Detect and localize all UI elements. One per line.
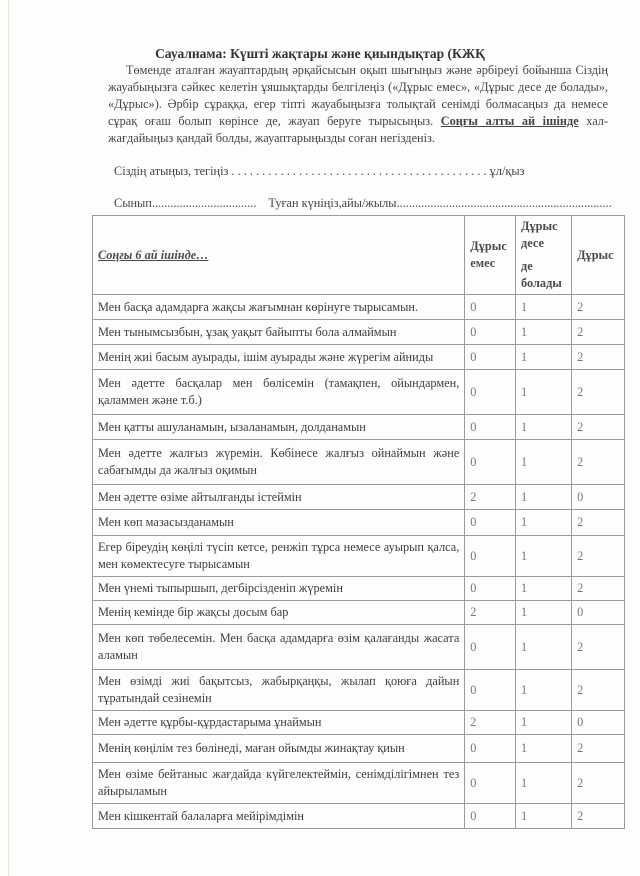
answer-true-cell[interactable]: 2 <box>572 370 625 415</box>
name-field-line <box>114 164 524 179</box>
statement-cell: Менің жиі басым ауырады, ішім ауырады және жүрегім айниды <box>93 345 465 370</box>
answer-true-cell[interactable]: 2 <box>572 536 625 577</box>
answer-not-true-cell[interactable]: 0 <box>465 577 516 601</box>
answer-not-true-cell[interactable]: 0 <box>465 510 516 536</box>
statement-cell: Менің көңілім тез бөлінеді, маған ойымды жинақтау қиын <box>93 735 465 763</box>
answer-not-true-cell[interactable]: 0 <box>465 415 516 440</box>
statement-cell: Мен тынымсызбын, ұзақ уақыт байыпты бола алмаймын <box>93 320 465 345</box>
table-row <box>93 510 625 536</box>
answer-somewhat-true-cell[interactable]: 1 <box>516 415 572 440</box>
answer-true-cell[interactable]: 2 <box>572 804 625 829</box>
header-not-true: Дұрыс емес <box>465 216 516 295</box>
gender-label[interactable]: ұл/қыз <box>489 164 525 178</box>
table-row <box>93 735 625 763</box>
scan-edge-line <box>8 0 9 876</box>
statement-cell: Мен көп төбелесемін. Мен басқа адамдарға өзім қалағанды жасата аламын <box>93 625 465 670</box>
table-row <box>93 601 625 625</box>
instructions-text: Төменде аталған жауаптардың әрқайсысын оқып шығыңыз және әрбіреуі бойынша Сіздің жауабыңызға сәйкес келетін ұяшықтарды белгілеңіз («Дұрыс емес», «Дұрыс десе де болады», «Дұрыс»). Әрбір сұраққа, егер тіпті жауабыңызға толықтай сенімді болмасаңыз да немесе сұрақ оғаш болып көрінсе де, жауап беруге тырысыңыз. <box>108 63 608 128</box>
answer-somewhat-true-cell[interactable]: 1 <box>516 804 572 829</box>
answer-somewhat-true-cell[interactable]: 1 <box>516 295 572 320</box>
answer-true-cell[interactable]: 2 <box>572 295 625 320</box>
header-somewhat-true-line2: де болады <box>521 259 562 290</box>
header-question: Соңғы 6 ай ішінде… <box>93 216 465 295</box>
answer-not-true-cell[interactable]: 0 <box>465 804 516 829</box>
statement-cell: Мен үнемі тыпыршып, дегбірсізденіп жүремін <box>93 577 465 601</box>
class-birth-field-line <box>114 196 612 211</box>
answer-somewhat-true-cell[interactable]: 1 <box>516 763 572 804</box>
answer-somewhat-true-cell[interactable]: 1 <box>516 510 572 536</box>
statement-cell: Мен көп мазасызданамын <box>93 510 465 536</box>
statement-cell: Мен әдетте құрбы-құрдастарыма ұнаймын <box>93 711 465 735</box>
table-row <box>93 763 625 804</box>
table-row <box>93 415 625 440</box>
statement-cell: Мен әдетте жалғыз жүремін. Көбінесе жалғыз ойнаймын және сабағымды да жалғыз оқимын <box>93 440 465 485</box>
answer-not-true-cell[interactable]: 0 <box>465 735 516 763</box>
answer-not-true-cell[interactable]: 2 <box>465 711 516 735</box>
answer-true-cell[interactable]: 0 <box>572 711 625 735</box>
table-row <box>93 711 625 735</box>
answer-true-cell[interactable]: 0 <box>572 485 625 510</box>
statement-cell: Мен қатты ашуланамын, ызаланамын, долданамын <box>93 415 465 440</box>
birth-input-dots[interactable]: ...................................................................... <box>396 196 612 210</box>
answer-somewhat-true-cell[interactable]: 1 <box>516 601 572 625</box>
table-header-row <box>93 216 625 295</box>
answer-not-true-cell[interactable]: 0 <box>465 345 516 370</box>
answer-true-cell[interactable]: 0 <box>572 601 625 625</box>
answer-true-cell[interactable]: 2 <box>572 345 625 370</box>
answer-somewhat-true-cell[interactable]: 1 <box>516 345 572 370</box>
answer-true-cell[interactable]: 2 <box>572 625 625 670</box>
table-row <box>93 485 625 510</box>
table-row <box>93 804 625 829</box>
document-title: Сауалнама: Күшті жақтары және қиындықтар (КЖҚ <box>155 46 485 61</box>
statement-cell: Мен өзіме бейтаныс жағдайда күйгелектеймін, сенімділігімнен тез айырыламын <box>93 763 465 804</box>
answer-not-true-cell[interactable]: 0 <box>465 625 516 670</box>
answer-true-cell[interactable]: 2 <box>572 415 625 440</box>
class-input-dots[interactable]: .................................. <box>151 196 257 210</box>
header-true: Дұрыс <box>572 216 625 295</box>
table-row <box>93 345 625 370</box>
instructions-emphasis: Соңғы алты ай ішінде <box>440 114 579 128</box>
table-row <box>93 625 625 670</box>
answer-somewhat-true-cell[interactable]: 1 <box>516 735 572 763</box>
statement-cell: Менің кемінде бір жақсы досым бар <box>93 601 465 625</box>
statement-cell: Егер біреудің көңілі түсіп кетсе, ренжіп тұрса немесе ауырып қалса, мен көмектесуге тырысамын <box>93 536 465 577</box>
answer-true-cell[interactable]: 2 <box>572 577 625 601</box>
answer-true-cell[interactable]: 2 <box>572 440 625 485</box>
table-row <box>93 320 625 345</box>
answer-not-true-cell[interactable]: 2 <box>465 485 516 510</box>
answer-true-cell[interactable]: 2 <box>572 510 625 536</box>
header-somewhat-true <box>516 216 572 295</box>
table-row <box>93 295 625 320</box>
answer-not-true-cell[interactable]: 0 <box>465 763 516 804</box>
table-row <box>93 577 625 601</box>
instructions-paragraph <box>108 62 608 147</box>
answer-somewhat-true-cell[interactable]: 1 <box>516 577 572 601</box>
answer-not-true-cell[interactable]: 0 <box>465 320 516 345</box>
answer-true-cell[interactable]: 2 <box>572 670 625 711</box>
answer-somewhat-true-cell[interactable]: 1 <box>516 625 572 670</box>
statement-cell: Мен әдетте өзіме айтылғанды істеймін <box>93 485 465 510</box>
answer-true-cell[interactable]: 2 <box>572 763 625 804</box>
answer-not-true-cell[interactable]: 0 <box>465 295 516 320</box>
answer-not-true-cell[interactable]: 0 <box>465 370 516 415</box>
statement-cell: Мен өзімді жиі бақытсыз, жабырқаңқы, жылап қоюға дайын тұратындай сезінемін <box>93 670 465 711</box>
table-row <box>93 370 625 415</box>
table-row <box>93 536 625 577</box>
statement-cell: Мен кішкентай балаларға мейірімдімін <box>93 804 465 829</box>
answer-somewhat-true-cell[interactable]: 1 <box>516 440 572 485</box>
table-row <box>93 670 625 711</box>
class-label: Сынып <box>114 196 152 210</box>
statement-cell: Мен әдетте басқалар мен бөлісемін (тамақпен, ойындармен, қаламмен және т.б.) <box>93 370 465 415</box>
name-label: Сіздің атыңыз, тегіңіз <box>114 164 229 178</box>
name-input-dots[interactable]: . . . . . . . . . . . . . . . . . . . . . . . . . . . . . . . . . . . . . . . . . . <box>228 164 490 178</box>
answer-somewhat-true-cell[interactable]: 1 <box>516 670 572 711</box>
answer-not-true-cell[interactable]: 0 <box>465 536 516 577</box>
answer-somewhat-true-cell[interactable]: 1 <box>516 370 572 415</box>
answer-not-true-cell[interactable]: 0 <box>465 670 516 711</box>
answer-somewhat-true-cell[interactable]: 1 <box>516 711 572 735</box>
birth-label: Туған күніңіз,айы/жылы <box>268 196 397 210</box>
answer-not-true-cell[interactable]: 0 <box>465 440 516 485</box>
header-somewhat-true-line1: Дұрыс десе <box>521 219 558 250</box>
answer-somewhat-true-cell[interactable]: 1 <box>516 320 572 345</box>
answer-somewhat-true-cell[interactable]: 1 <box>516 536 572 577</box>
statement-cell: Мен басқа адамдарға жақсы жағымнан көрінуге тырысамын. <box>93 295 465 320</box>
answer-not-true-cell[interactable]: 2 <box>465 601 516 625</box>
questionnaire-table <box>92 215 625 829</box>
answer-true-cell[interactable]: 2 <box>572 735 625 763</box>
instructions-tail: хал-жағдайыңыз қандай болды, жауаптарыңызды соған негізденіз. <box>108 114 609 145</box>
answer-somewhat-true-cell[interactable]: 1 <box>516 485 572 510</box>
answer-true-cell[interactable]: 2 <box>572 320 625 345</box>
table-row <box>93 440 625 485</box>
